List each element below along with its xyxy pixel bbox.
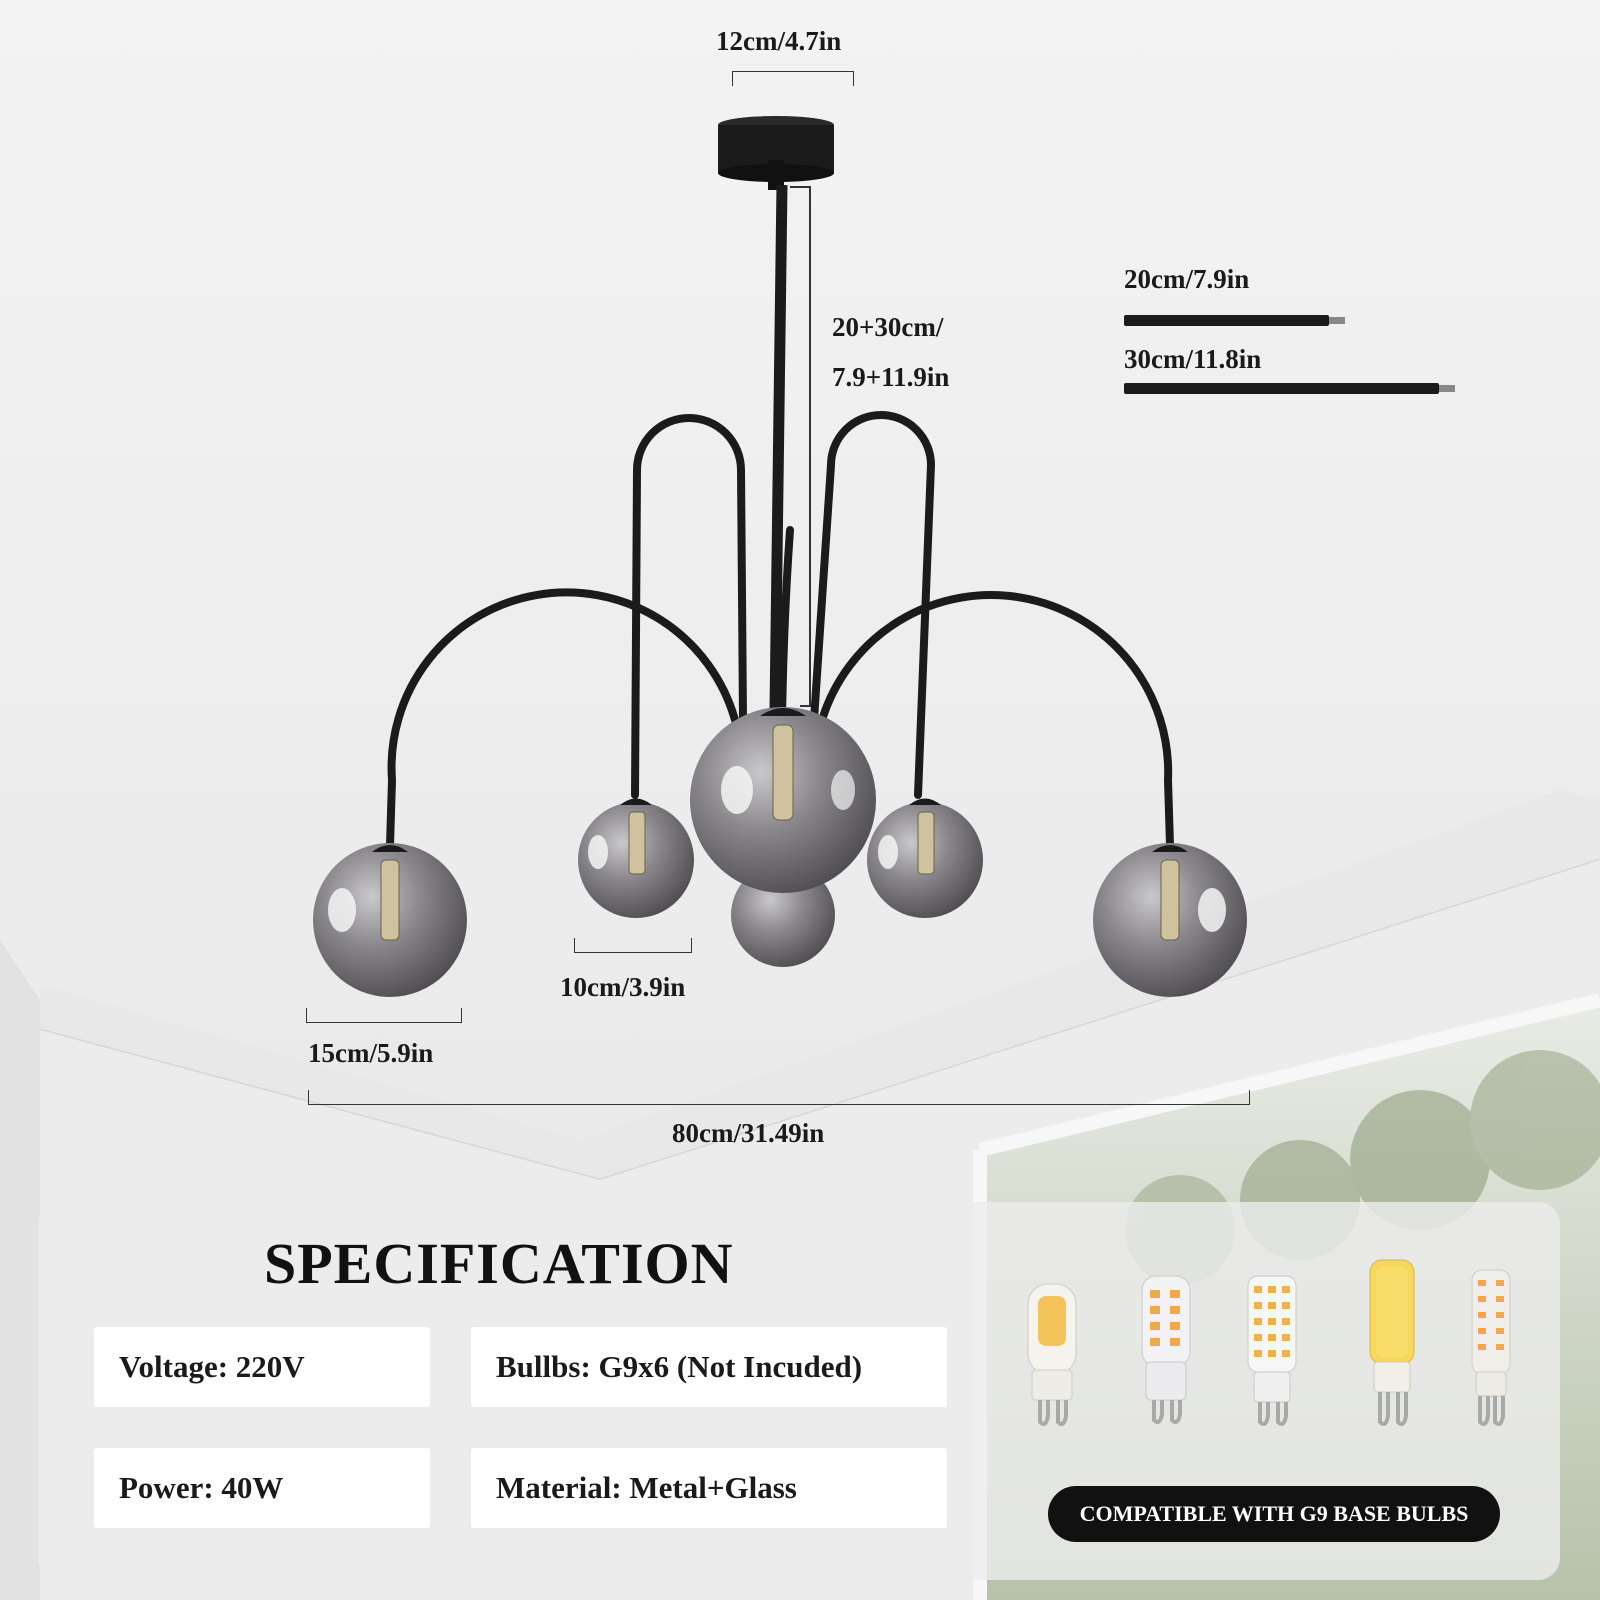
bulbs-spec: Bullbs: G9x6 (Not Incuded): [471, 1327, 947, 1407]
globe-center-large: [690, 707, 876, 893]
rod-short-label: 20cm/7.9in: [1124, 264, 1250, 294]
canopy-width-line: [732, 71, 854, 72]
small-globe-bracket: [574, 938, 692, 953]
canopy-width-bracket: [732, 72, 854, 86]
g9-bulb-1-icon: [1024, 1282, 1080, 1432]
small-globe-label: 10cm/3.9in: [560, 972, 686, 1002]
left-wall: [0, 940, 40, 1600]
large-globe-label: 15cm/5.9in: [308, 1038, 434, 1068]
voltage-spec: Voltage: 220V: [94, 1327, 430, 1407]
rod-long-label: 30cm/11.8in: [1124, 344, 1262, 374]
ceiling-canopy: [718, 116, 834, 190]
globe-large-right: [1093, 843, 1247, 997]
g9-bulb-4-icon: [1362, 1256, 1422, 1432]
g9-bulb-5-icon: [1466, 1266, 1516, 1432]
compatible-bulbs-badge: COMPATIBLE WITH G9 BASE BULBS: [1048, 1486, 1500, 1542]
rod-length-label-line2: 7.9+11.9in: [832, 362, 950, 392]
rod-length-label-line1: 20+30cm/: [832, 312, 944, 342]
g9-bulb-3-icon: [1242, 1272, 1302, 1432]
canopy-width-label: 12cm/4.7in: [716, 26, 842, 56]
specification-title: SPECIFICATION: [264, 1231, 734, 1296]
g9-bulb-2-icon: [1136, 1272, 1196, 1432]
total-width-bracket: [308, 1090, 1250, 1105]
large-globe-bracket: [306, 1008, 462, 1023]
material-spec: Material: Metal+Glass: [471, 1448, 947, 1528]
power-spec: Power: 40W: [94, 1448, 430, 1528]
globe-large-left: [313, 843, 467, 997]
total-width-label: 80cm/31.49in: [672, 1118, 825, 1148]
